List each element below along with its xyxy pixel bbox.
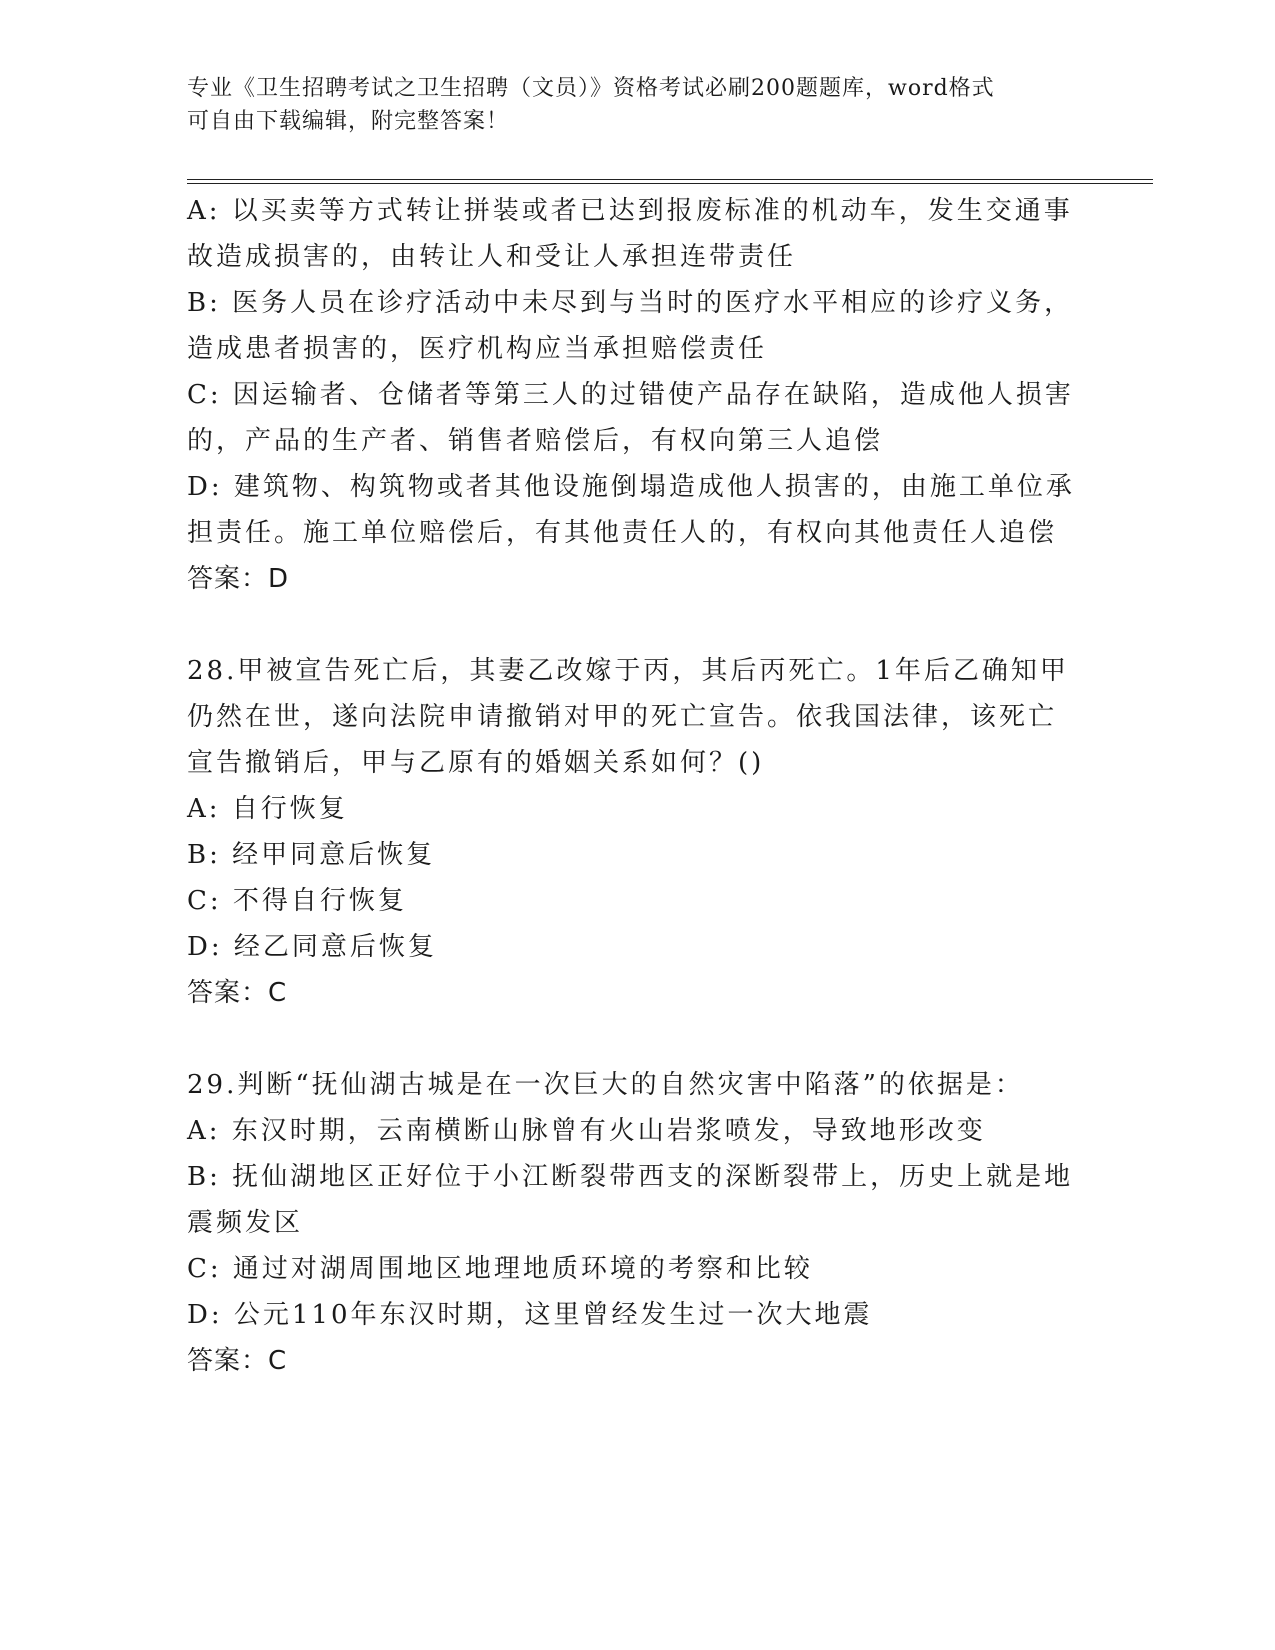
q27-option-c-line-1: C: 因运输者、仓储者等第三人的过错使产品存在缺陷，造成他人损害 bbox=[187, 380, 1074, 410]
q29-option-b-line-2: 震频发区 bbox=[187, 1208, 304, 1238]
q29-option-b-line-1: B: 抚仙湖地区正好位于小江断裂带西支的深断裂带上，历史上就是地 bbox=[187, 1162, 1074, 1192]
header-divider-bottom bbox=[187, 183, 1153, 184]
q28-stem-line-3: 宣告撤销后，甲与乙原有的婚姻关系如何？() bbox=[187, 748, 765, 778]
header-divider-top bbox=[187, 179, 1153, 180]
q28-stem-line-1: 28.甲被宣告死亡后，其妻乙改嫁于丙，其后丙死亡。1年后乙确知甲 bbox=[187, 656, 1069, 686]
q27-option-b-line-2: 造成患者损害的，医疗机构应当承担赔偿责任 bbox=[187, 334, 768, 364]
q27-option-d-line-1: D: 建筑物、构筑物或者其他设施倒塌造成他人损害的，由施工单位承 bbox=[187, 472, 1075, 502]
q29-option-c: C: 通过对湖周围地区地理地质环境的考察和比较 bbox=[187, 1254, 813, 1284]
question-27-options bbox=[187, 188, 1087, 602]
q28-option-c: C: 不得自行恢复 bbox=[187, 886, 407, 916]
q28-option-b: B: 经甲同意后恢复 bbox=[187, 840, 436, 870]
q28-stem-line-2: 仍然在世，遂向法院申请撤销对甲的死亡宣告。依我国法律，该死亡 bbox=[187, 702, 1058, 732]
header-line-1: 专业《卫生招聘考试之卫生招聘（文员）》资格考试必刷200题题库，word格式 bbox=[187, 76, 995, 101]
q27-option-b-line-1: B: 医务人员在诊疗活动中未尽到与当时的医疗水平相应的诊疗义务， bbox=[187, 288, 1074, 318]
q28-option-d: D: 经乙同意后恢复 bbox=[187, 932, 437, 962]
question-28 bbox=[187, 648, 1087, 1016]
header-line-2: 可自由下载编辑，附完整答案！ bbox=[187, 109, 510, 134]
q27-option-c-line-2: 的，产品的生产者、销售者赔偿后，有权向第三人追偿 bbox=[187, 426, 884, 456]
q29-option-a: A: 东汉时期，云南横断山脉曾有火山岩浆喷发，导致地形改变 bbox=[187, 1116, 986, 1146]
document-header bbox=[187, 72, 1087, 138]
q28-option-a: A: 自行恢复 bbox=[187, 794, 348, 824]
q27-option-d-line-2: 担责任。施工单位赔偿后，有其他责任人的，有权向其他责任人追偿 bbox=[187, 518, 1058, 548]
q29-option-d: D: 公元110年东汉时期，这里曾经发生过一次大地震 bbox=[187, 1300, 873, 1330]
q27-answer: 答案：D bbox=[187, 564, 290, 594]
q29-answer: 答案：C bbox=[187, 1346, 288, 1376]
spacer bbox=[187, 1016, 1087, 1062]
q29-stem-line-1: 29.判断“抚仙湖古城是在一次巨大的自然灾害中陷落”的依据是： bbox=[187, 1070, 1024, 1100]
q28-answer: 答案：C bbox=[187, 978, 288, 1008]
question-content bbox=[187, 188, 1087, 1384]
q27-option-a-line-1: A: 以买卖等方式转让拼装或者已达到报废标准的机动车，发生交通事 bbox=[187, 196, 1073, 226]
question-29 bbox=[187, 1062, 1087, 1384]
q27-option-a-line-2: 故造成损害的，由转让人和受让人承担连带责任 bbox=[187, 242, 797, 272]
spacer bbox=[187, 602, 1087, 648]
